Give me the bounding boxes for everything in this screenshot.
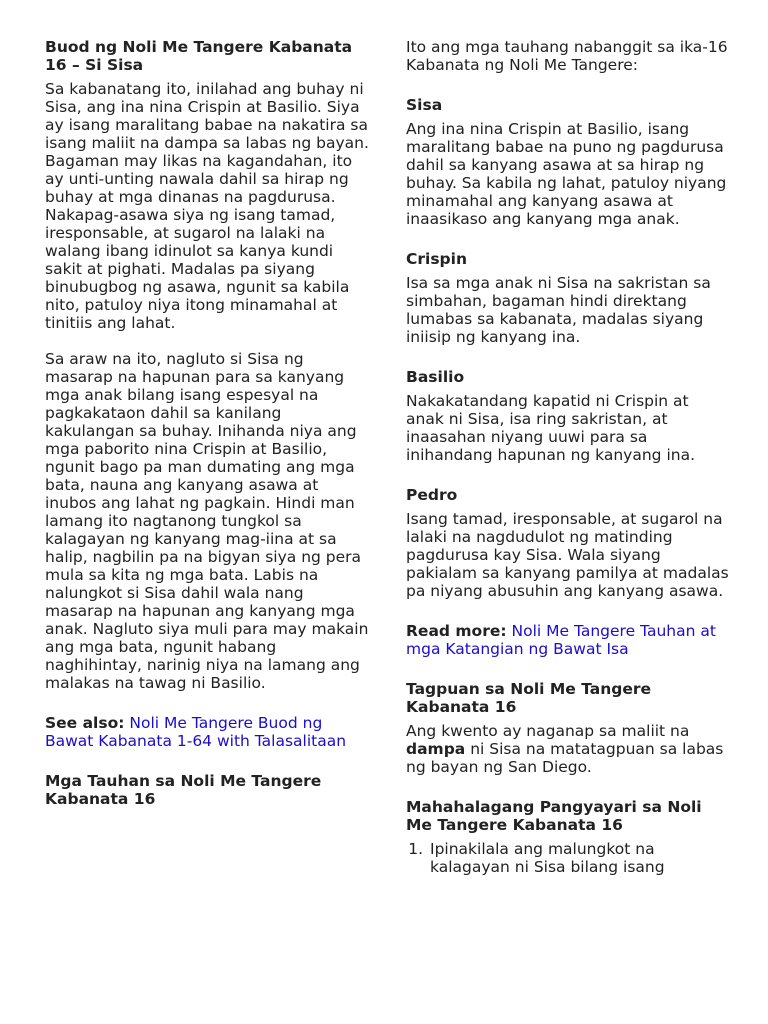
- tagpuan-text: [406, 722, 730, 776]
- character-name-sisa: Sisa: [406, 96, 443, 114]
- see-also-link[interactable]: Noli Me Tangere Buod ng Bawat Kabanata 1-64 with Talasalitaan: [45, 714, 347, 750]
- tagpuan-text-before: Ang kwento ay naganap sa maliit na: [406, 722, 690, 740]
- character-name-crispin: Crispin: [406, 250, 468, 268]
- summary-title: Buod ng Noli Me Tangere Kabanata 16 – Si Sisa: [45, 38, 353, 74]
- tagpuan-heading: Tagpuan sa Noli Me Tangere Kabanata 16: [406, 680, 652, 716]
- right-column: [406, 38, 730, 876]
- left-column: [45, 38, 369, 808]
- characters-intro: Ito ang mga tauhang nabanggit sa ika-16 Kabanata ng Noli Me Tangere:: [406, 38, 728, 74]
- summary-paragraph-2: Sa araw na ito, nagluto si Sisa ng masarap na hapunan para sa kanyang mga anak bilang isang espesyal na pagkakataon dahil sa kanilang kakulangan sa buhay. Inihanda niya ang mga paborito nina Crispin at Basilio, ngunit bago pa man dumating ang mga bata, nauna ang kanyang asawa at inubos ang lahat ng pagkain. Hindi man lamang ito nagtanong tungkol sa kalagayan ng kanyang mag-iina at sa halip, nagbilin pa na bigyan siya ng pera mula sa kita ng mga bata. Labis na nalungkot si Sisa dahil wala nang masarap na hapunan ang kanyang mga anak. Nagluto siya muli para may makain ang mga bata, ngunit habang naghihintay, narinig niya na lamang ang malakas na tawag ni Basilio.: [45, 350, 369, 692]
- character-desc-sisa: Ang ina nina Crispin at Basilio, isang maralitang babae na puno ng pagdurusa dahil sa kanyang asawa at sa hirap ng buhay. Sa kabila ng lahat, patuloy niyang minamahal ang kanyang asawa at inaasikaso ang kanyang mga anak.: [406, 120, 727, 228]
- character-name-basilio: Basilio: [406, 368, 465, 386]
- read-more: [406, 622, 730, 658]
- see-also: [45, 714, 369, 750]
- read-more-link[interactable]: Noli Me Tangere Tauhan at mga Katangian ng Bawat Isa: [406, 622, 716, 658]
- summary-paragraph-1: Sa kabanatang ito, inilahad ang buhay ni Sisa, ang ina nina Crispin at Basilio. Siya ay isang maralitang babae na nakatira sa isang maliit na dampa sa labas ng bayan. Bagaman may likas na kagandahan, ito ay unti-unting nawala dahil sa hirap ng buhay at mga dinanas na pagdurusa. Nakapag-asawa siya ng isang tamad, iresponsable, at sugarol na lalaki na walang ibang idinulot sa kanya kundi sakit at pighati. Madalas pa siyang binubugbog ng asawa, ngunit sa kabila nito, patuloy niya itong minamahal at tinitiis ang lahat.: [45, 80, 369, 332]
- character-desc-basilio: Nakakatandang kapatid ni Crispin at anak ni Sisa, isa ring sakristan, at inaasahan niyang uuwi para sa inihandang hapunan ng kanyang ina.: [406, 392, 695, 464]
- tagpuan-bold-word: dampa: [406, 740, 466, 758]
- tauhan-heading: Mga Tauhan sa Noli Me Tangere Kabanata 16: [45, 772, 322, 808]
- tagpuan-text-after: ni Sisa na matatagpuan sa labas ng bayan ng San Diego.: [406, 740, 724, 776]
- pangyayari-heading: Mahahalagang Pangyayari sa Noli Me Tangere Kabanata 16: [406, 798, 702, 834]
- character-desc-crispin: Isa sa mga anak ni Sisa na sakristan sa simbahan, bagaman hindi direktang lumabas sa kabanata, madalas siyang iniisip ng kanyang ina.: [406, 274, 711, 346]
- pangyayari-list: [406, 840, 730, 876]
- see-also-label: See also:: [45, 714, 125, 732]
- character-name-pedro: Pedro: [406, 486, 458, 504]
- list-item: 1. Ipinakilala ang malungkot na kalagayan ni Sisa bilang isang: [428, 840, 730, 876]
- read-more-label: Read more:: [406, 622, 507, 640]
- character-desc-pedro: Isang tamad, iresponsable, at sugarol na lalaki na nagdudulot ng matinding pagdurusa kay Sisa. Wala siyang pakialam sa kanyang pamilya at madalas pa niyang abusuhin ang kanyang asawa.: [406, 510, 729, 600]
